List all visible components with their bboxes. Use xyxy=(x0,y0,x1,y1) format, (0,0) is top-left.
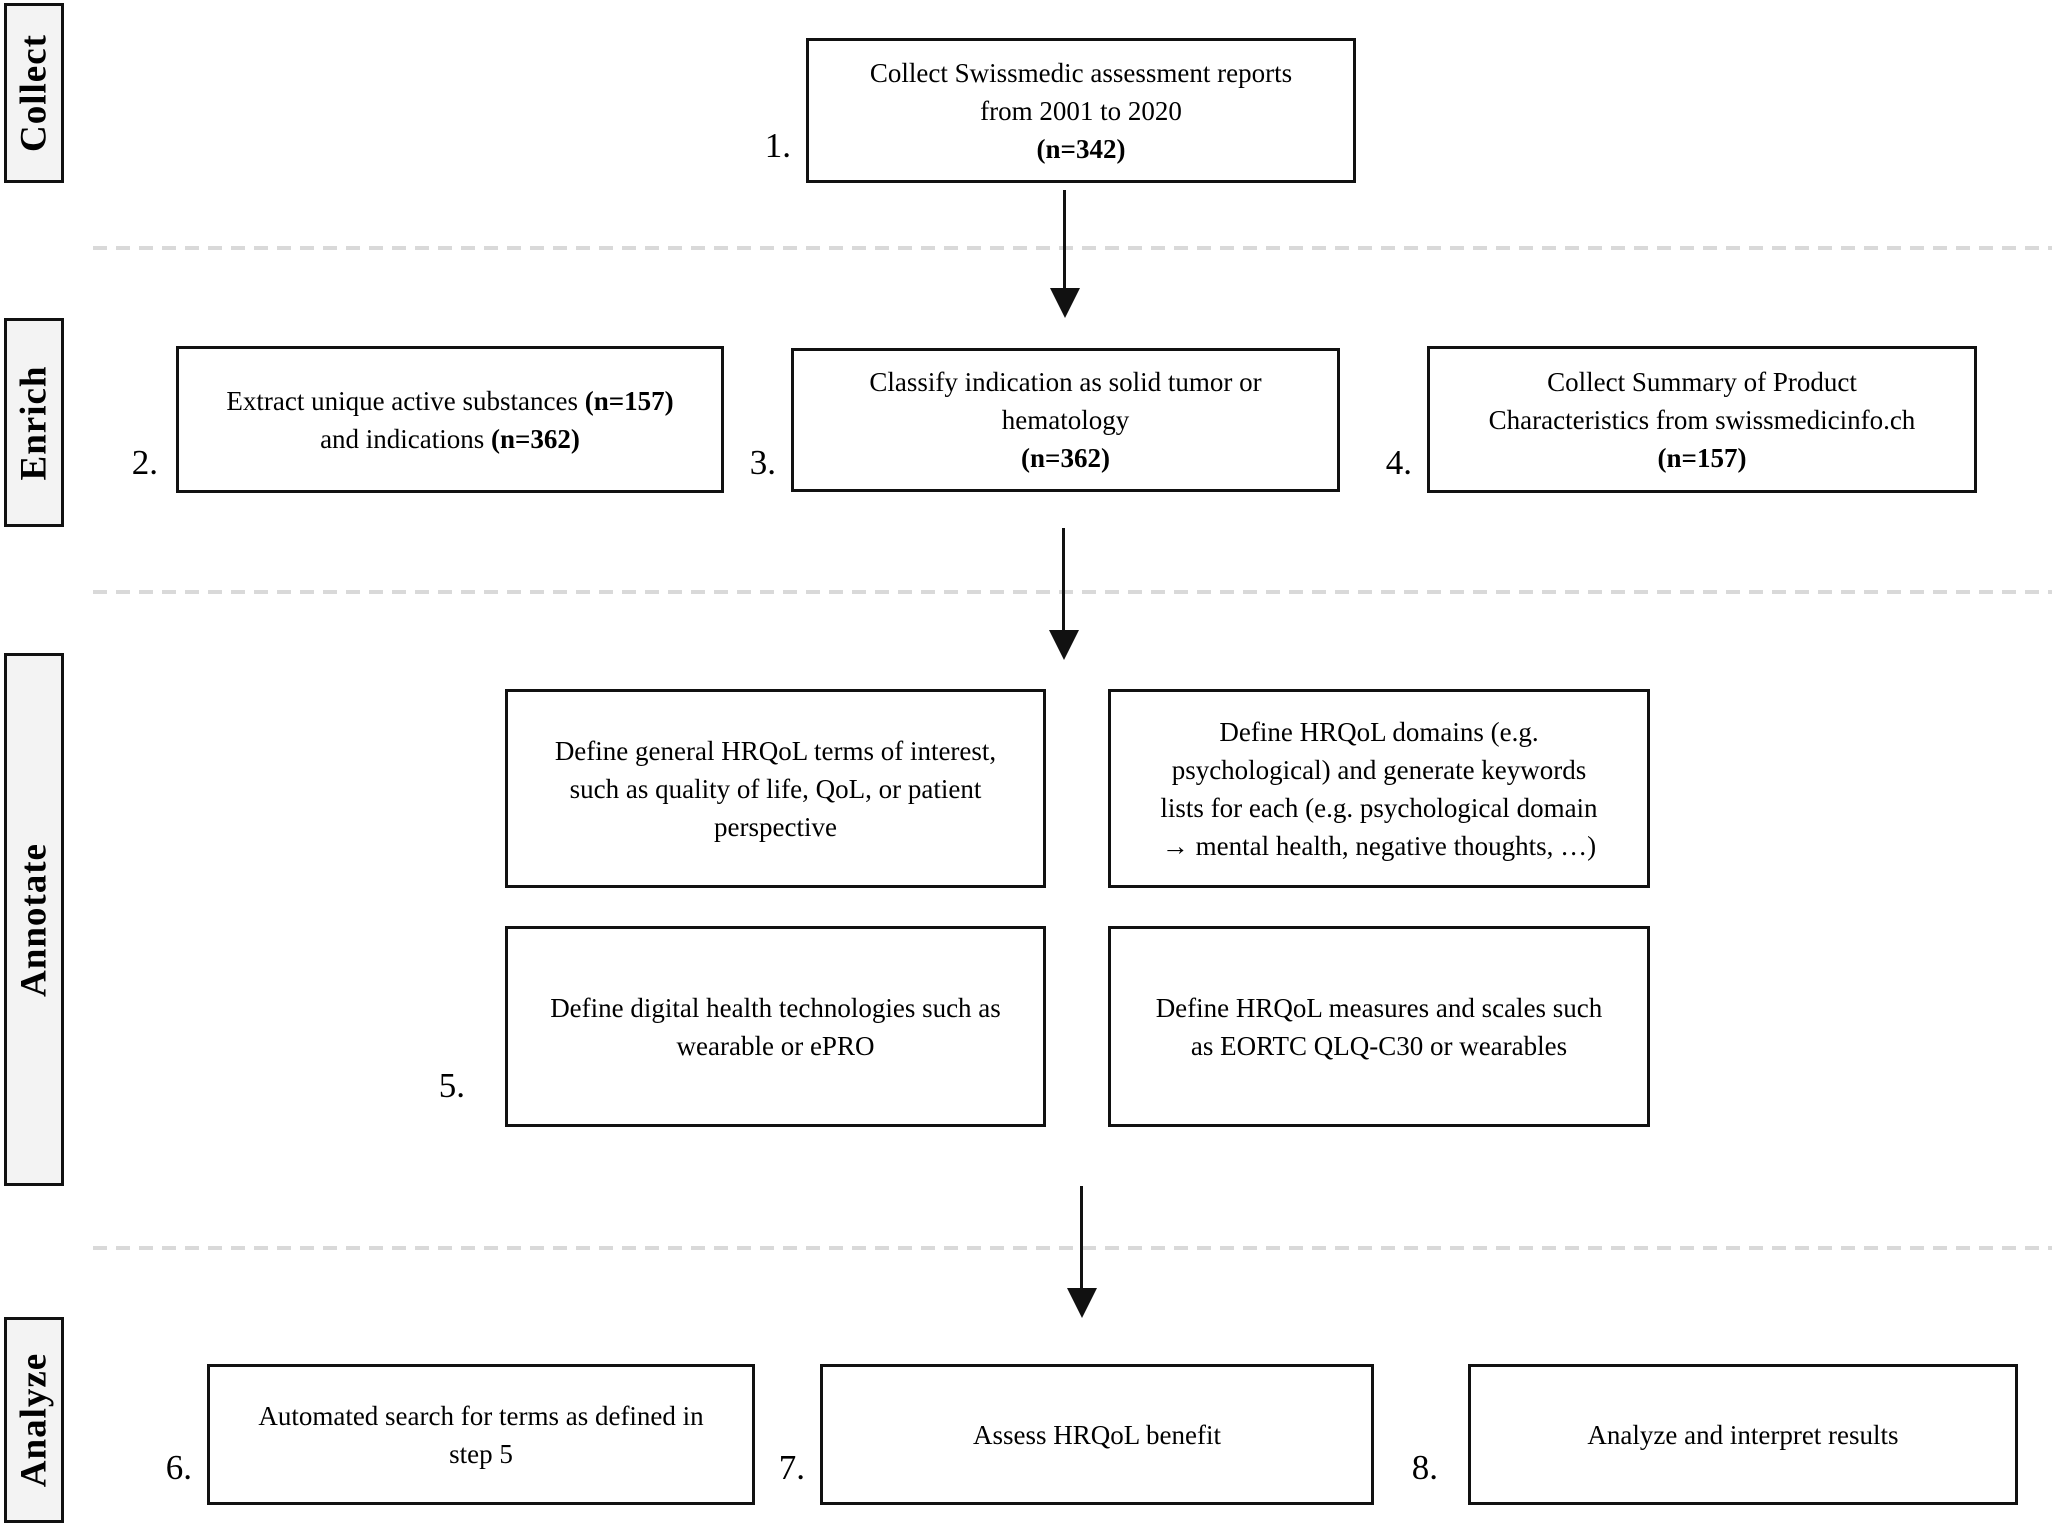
step1-number: 1. xyxy=(764,126,791,165)
step2-number: 2. xyxy=(131,443,158,482)
step5-box-general-terms xyxy=(505,689,1046,888)
step5-box-measures-text: Define HRQoL measures and scales such as EORTC QLQ-C30 or wearables xyxy=(1155,992,1603,1061)
section-label-enrich xyxy=(4,318,64,527)
arrow-down-1-head-icon xyxy=(1050,288,1080,318)
section-label-enrich-text: Enrich xyxy=(13,365,55,480)
step1-box xyxy=(806,38,1356,183)
step3-box xyxy=(791,348,1340,492)
step2-box-text: Extract unique active substances (n=157) and indications (n=362) xyxy=(226,385,674,454)
step3-box-text: Classify indication as solid tumor or hematology (n=362) xyxy=(869,367,1262,473)
section-label-analyze xyxy=(4,1317,64,1523)
section-label-collect-text: Collect xyxy=(13,34,55,152)
step5-box-domains-text: Define HRQoL domains (e.g. psychological) and generate keywords lists for each (e.g. psychological domain → mental health, negative thoughts, …) xyxy=(1160,716,1598,861)
arrow-down-2-head-icon xyxy=(1049,630,1079,660)
arrow-down-3-line xyxy=(1080,1186,1083,1290)
step2-box xyxy=(176,346,724,493)
section-divider-2 xyxy=(93,590,2052,594)
section-label-annotate xyxy=(4,653,64,1186)
section-divider-3 xyxy=(93,1246,2052,1250)
step3-number: 3. xyxy=(749,443,776,482)
step8-box-text: Analyze and interpret results xyxy=(1587,1419,1899,1450)
step5-box-digital-health xyxy=(505,926,1046,1127)
step4-number: 4. xyxy=(1385,443,1412,482)
step6-box xyxy=(207,1364,755,1505)
step5-box-general-terms-text: Define general HRQoL terms of interest, such as quality of life, QoL, or patient perspective xyxy=(554,735,997,842)
step7-box-text: Assess HRQoL benefit xyxy=(973,1419,1221,1450)
step5-box-digital-health-text: Define digital health technologies such as wearable or ePRO xyxy=(550,992,1001,1061)
arrow-down-2-line xyxy=(1062,528,1065,632)
step6-box-text: Automated search for terms as defined in step 5 xyxy=(258,1400,704,1469)
section-label-collect xyxy=(4,3,64,183)
section-divider-1 xyxy=(93,246,2052,250)
step5-box-domains xyxy=(1108,689,1650,888)
step7-box xyxy=(820,1364,1374,1505)
step7-number: 7. xyxy=(778,1448,805,1487)
step5-number: 5. xyxy=(438,1066,465,1105)
step4-box-text: Collect Summary of Product Characteristics from swissmedicinfo.ch (n=157) xyxy=(1488,366,1916,473)
step8-box xyxy=(1468,1364,2018,1505)
step8-number: 8. xyxy=(1411,1448,1438,1487)
section-label-annotate-text: Annotate xyxy=(13,842,55,997)
step6-number: 6. xyxy=(165,1448,192,1487)
section-label-analyze-text: Analyze xyxy=(13,1352,55,1488)
step4-box xyxy=(1427,346,1977,493)
step5-box-measures xyxy=(1108,926,1650,1127)
arrow-down-1-line xyxy=(1063,190,1066,290)
arrow-down-3-head-icon xyxy=(1067,1288,1097,1318)
step1-box-text: Collect Swissmedic assessment reports from 2001 to 2020 (n=342) xyxy=(869,57,1293,164)
